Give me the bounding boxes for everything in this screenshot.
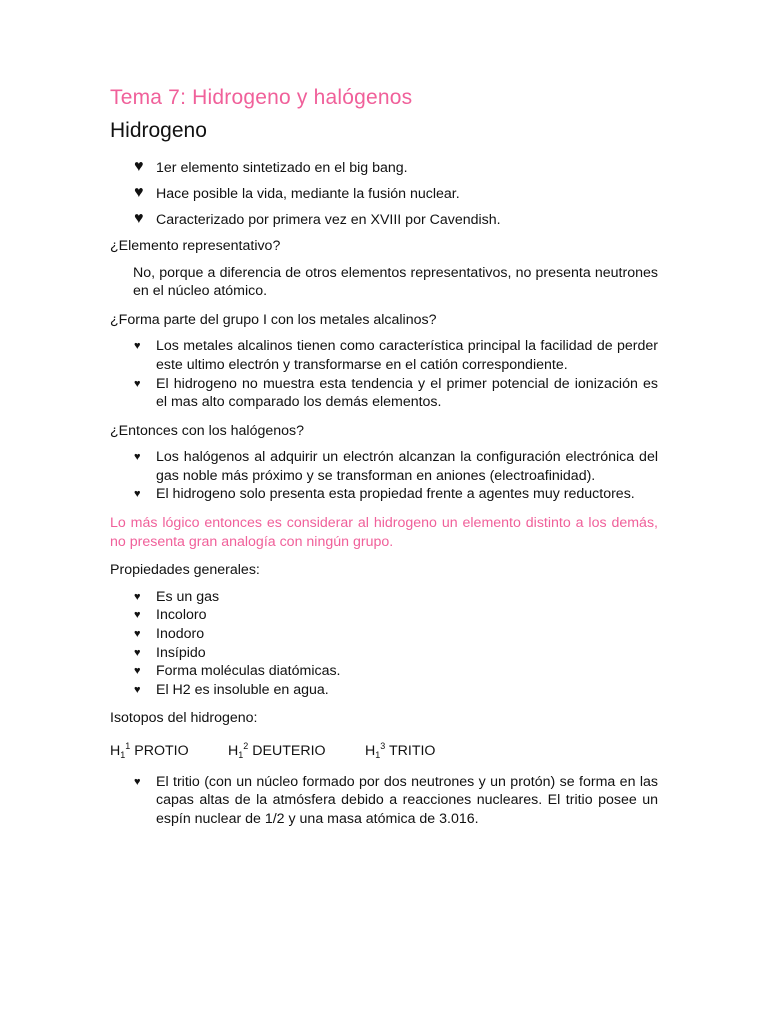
list-item: [110, 662, 658, 681]
heart-icon: ♥: [134, 609, 141, 622]
heart-icon: ♥: [134, 775, 141, 788]
isotope-name: TRITIO: [388, 743, 436, 760]
list-item: [110, 773, 658, 829]
section-title: Hidrogeno: [110, 119, 207, 142]
question-representative: ¿Elemento representativo?: [110, 237, 281, 254]
properties-heading: Propiedades generales:: [110, 562, 260, 579]
list-item-text: El H2 es insoluble en agua.: [156, 681, 329, 698]
document-page: [110, 86, 658, 828]
isotope-superscript: 1: [125, 741, 131, 752]
heart-icon: ♥: [134, 590, 141, 603]
isotopes-row: [110, 737, 658, 765]
list-item: [110, 211, 658, 230]
heart-icon: ♥: [134, 451, 141, 464]
list-item-text: El tritio (con un núcleo formado por dos neutrones y un protón) se forma en las capas altas de la atmósfera debido a reacciones nucleares. El tritio posee un espín nuclear de 1/2 y una masa atómica de 3.016.: [156, 773, 658, 827]
conclusion-note: Lo más lógico entonces es considerar al hidrogeno un elemento distinto a los demás, no presenta gran analogía con ningún grupo.: [110, 515, 658, 550]
heart-icon: ♥: [134, 646, 141, 659]
list-item: [110, 681, 658, 700]
list-item-text: Incoloro: [156, 607, 207, 624]
heart-icon: ♥: [134, 665, 141, 678]
isotope-tritium: [365, 737, 435, 765]
properties-list: [110, 588, 658, 700]
isotope-superscript: 3: [380, 741, 386, 752]
heart-icon: ♥: [134, 183, 144, 201]
list-item: [110, 606, 658, 625]
list-item-text: El hidrogeno solo presenta esta propiedad frente a agentes muy reductores.: [156, 486, 635, 503]
list-item-text: Insípido: [156, 644, 206, 661]
intro-list: [110, 159, 658, 230]
list-item-text: El hidrogeno no muestra esta tendencia y el primer potencial de ionización es el mas alto comparado los demás elementos.: [156, 375, 658, 411]
list-item: [110, 644, 658, 663]
isotope-subscript: 1: [375, 750, 381, 761]
isotope-subscript: 1: [120, 750, 126, 761]
question-group-one: ¿Forma parte del grupo I con los metales alcalinos?: [110, 311, 437, 328]
heart-icon: ♥: [134, 377, 141, 390]
isotope-subscript: 1: [238, 750, 244, 761]
heart-icon: ♥: [134, 340, 141, 353]
tritium-list: [110, 773, 658, 829]
answer-representative: No, porque a diferencia de otros elementos representativos, no presenta neutrones en el núcleo atómico.: [133, 264, 658, 300]
list-item-text: 1er elemento sintetizado en el big bang.: [156, 160, 408, 176]
halogens-list: [110, 448, 658, 504]
list-item-text: Los metales alcalinos tienen como característica principal la facilidad de perder este ultimo electrón y transformarse en el catión correspondiente.: [156, 338, 658, 373]
group-one-list: [110, 337, 658, 411]
heart-icon: ♥: [134, 683, 141, 696]
list-item-text: Hace posible la vida, mediante la fusión nuclear.: [156, 185, 460, 202]
isotopes-heading: Isotopos del hidrogeno:: [110, 710, 258, 727]
isotope-name: PROTIO: [134, 743, 189, 760]
list-item-text: Los halógenos al adquirir un electrón alcanzan la configuración electrónica del gas noble más próximo y se transforman en aniones (electroafinidad).: [156, 449, 658, 484]
heart-icon: ♥: [134, 209, 144, 227]
heart-icon: ♥: [134, 488, 141, 501]
list-item: [110, 625, 658, 644]
list-item: [110, 448, 658, 485]
isotope-deuterium: [228, 737, 365, 765]
list-item: [110, 337, 658, 374]
heart-icon: ♥: [134, 628, 141, 641]
isotope-symbol: H: [228, 743, 239, 760]
isotope-symbol: H: [365, 743, 376, 760]
list-item: [110, 375, 658, 412]
list-item: [110, 159, 658, 178]
isotope-protium: [110, 737, 228, 765]
list-item: [110, 588, 658, 607]
list-item: [110, 485, 658, 504]
isotope-superscript: 2: [243, 741, 249, 752]
document-title: Tema 7: Hidrogeno y halógenos: [110, 86, 413, 109]
isotope-symbol: H: [110, 743, 121, 760]
list-item-text: Es un gas: [156, 588, 220, 605]
question-halogens: ¿Entonces con los halógenos?: [110, 422, 305, 439]
list-item-text: Inodoro: [156, 626, 205, 643]
heart-icon: ♥: [134, 158, 144, 175]
list-item-text: Forma moléculas diatómicas.: [156, 663, 341, 680]
list-item-text: Caracterizado por primera vez en XVIII por Cavendish.: [156, 211, 501, 228]
isotope-name: DEUTERIO: [252, 743, 326, 760]
list-item: [110, 185, 658, 204]
